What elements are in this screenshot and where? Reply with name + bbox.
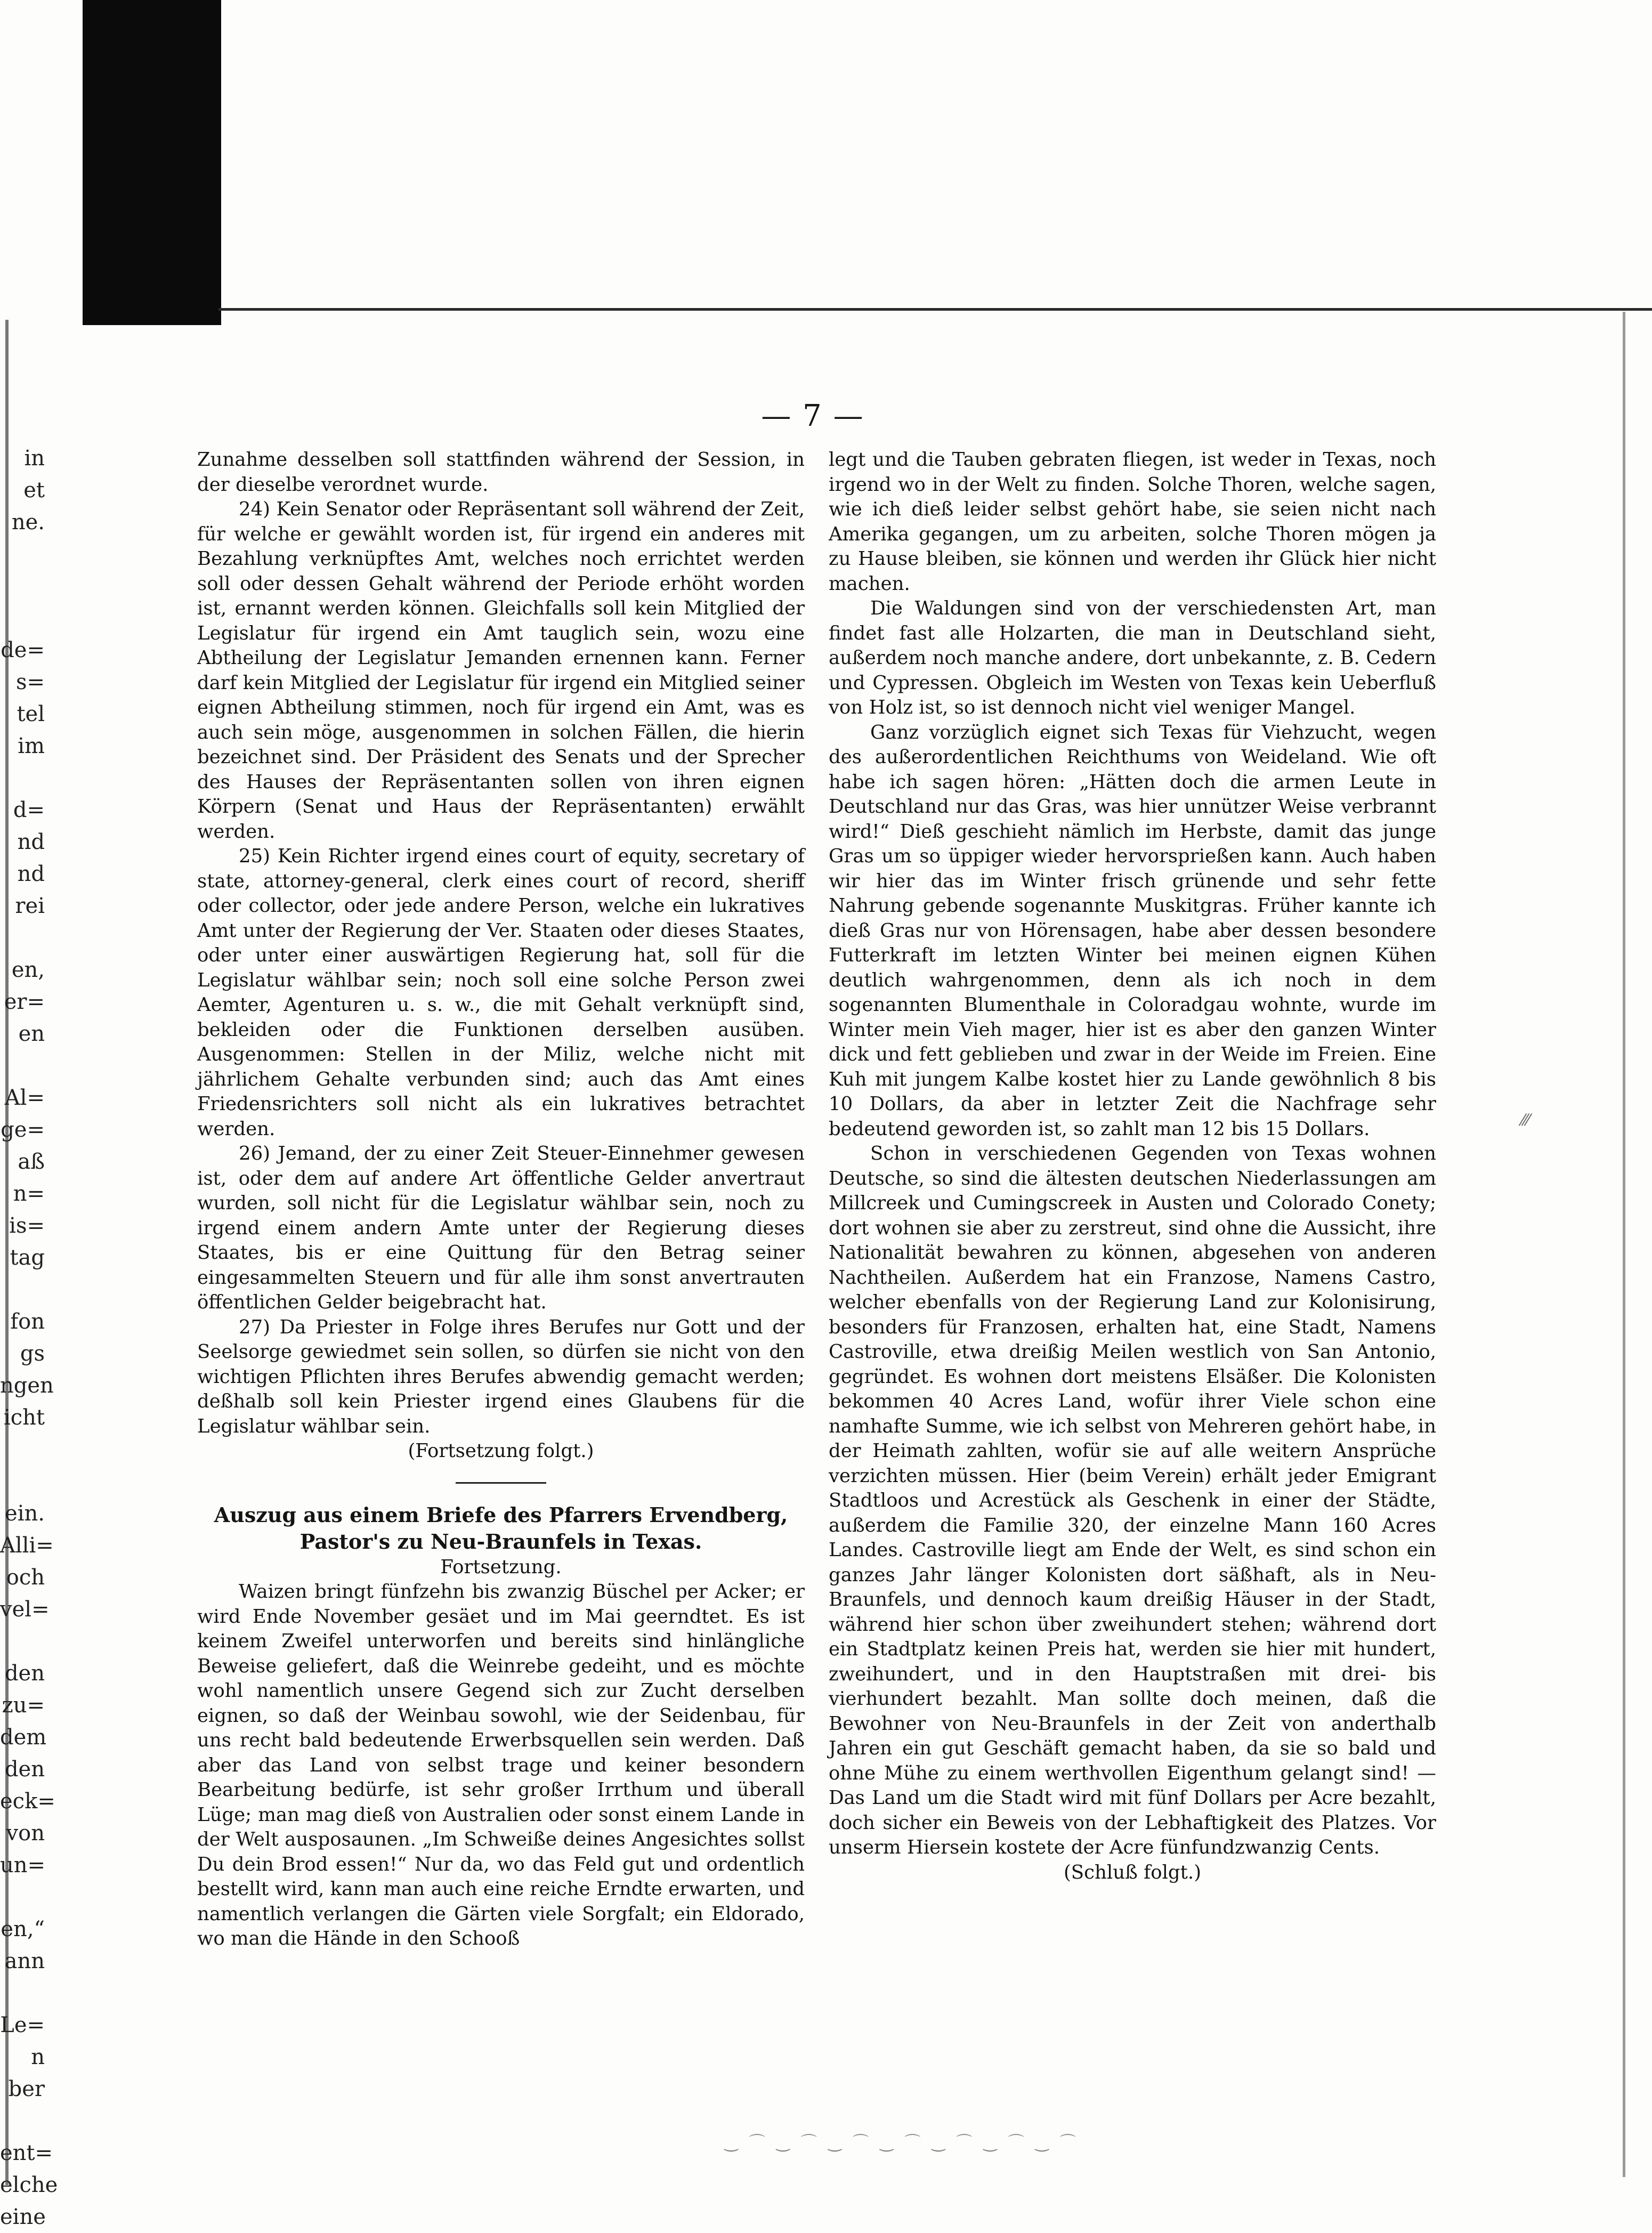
- margin-fragment: ein.: [5, 1501, 45, 1526]
- letter-continuation: legt und die Tauben gebraten fliegen, ist weder in Texas, noch irgend wo in der Welt zu finden. Solche Thoren, welche sagen, wie ich dieß leider selbst gehört habe, sie seien nicht nach Amerika gegangen, um zu arbeiten, solche Thoren mögen ja zu Hause bleiben, sie können und werden ihr Glück hier nicht machen.: [829, 449, 1436, 595]
- stray-mark: ⁄⁄⁄: [1521, 1111, 1530, 1130]
- margin-fragment: ngen: [0, 1373, 54, 1398]
- margin-fragment: eine: [0, 2205, 46, 2229]
- margin-fragment: icht: [3, 1405, 45, 1430]
- margin-fragment: tel: [17, 702, 45, 726]
- article-27: 27) Da Priester in Folge ihres Berufes nur Gott und der Seelsorge gewiedmet sein sollen, so dürfen sie nicht von den wichtigen Pflichten ihres Berufes abwendig gemacht werden; deßhalb soll kein Priester irgend eines Glaubens für die Legislatur wählbar sein.: [197, 1316, 805, 1437]
- margin-fragment: fon: [10, 1309, 45, 1334]
- paragraph-forests: Die Waldungen sind von der verschiedensten Art, man findet fast alle Holzarten, die man in Deutschland sieht, außerdem noch manche andere, dort unbekannte, z. B. Cedern und Cypressen. Obgleich im Westen von Texas kein Ueberfluß von Holz ist, so ist dennoch nicht viel weniger Mangel.: [829, 597, 1436, 718]
- right-column: [829, 448, 1436, 1885]
- margin-fragment: ge=: [1, 1118, 45, 1142]
- article-25: 25) Kein Richter irgend eines court of equity, secretary of state, attorney-general, clerk eines court of record, sheriff oder collector, oder jede andere Person, welche ein lukratives Amt unter der Regierung der Ver. Staaten oder dieses Staates, oder unter einer auswärtigen Regierung hat, soll für die Legislatur wählbar sein; noch soll eine solche Person zwei Aemter, Agenturen u. s. w., die mit Gehalt verknüpft sind, bekleiden oder die Funktionen derselben ausüben. Ausgenommen: Stellen in der Miliz, welche nicht mit jährlichem Gehalte verbunden sind; auch das Amt eines Friedensrichters soll nicht als ein lukratives betrachtet werden.: [197, 845, 805, 1140]
- right-page-edge: [1623, 312, 1625, 2177]
- margin-fragment: nd: [17, 862, 45, 886]
- margin-fragment: [0, 1274, 48, 1306]
- margin-fragment: de=: [1, 638, 45, 662]
- letter-subheading: Fortsetzung.: [440, 1556, 562, 1578]
- margin-fragment: nd: [17, 830, 45, 854]
- adjacent-page-fragments: [0, 442, 58, 2229]
- margin-fragment: [0, 2105, 48, 2137]
- margin-fragment: im: [18, 734, 45, 758]
- margin-fragment: un=: [0, 1853, 46, 1878]
- margin-fragment: ent=: [0, 2141, 53, 2165]
- margin-fragment: [0, 1050, 48, 1082]
- margin-fragment: och: [6, 1565, 45, 1590]
- article-26: 26) Jemand, der zu einer Zeit Steuer-Einnehmer gewesen ist, oder dem auf andere Art öffentliche Gelder anvertraut wurden, soll nicht für die Legislatur wählbar sein, noch zu irgend einem andern Amte unter der Regierung dieses Staates, bis er eine Quittung für den Betrag seiner eingesammelten Steuern und für alle ihm sonst anvertrauten öffentlichen Gelder beigebracht hat.: [197, 1143, 805, 1313]
- margin-fragment: n=: [13, 1182, 45, 1206]
- margin-fragment: s=: [15, 670, 45, 694]
- margin-fragment: [0, 570, 48, 602]
- margin-fragment: vel=: [0, 1597, 50, 1622]
- margin-fragment: den: [4, 1661, 45, 1686]
- margin-fragment: elche: [0, 2173, 58, 2197]
- left-column: [197, 448, 805, 1952]
- margin-fragment: in: [24, 446, 45, 471]
- margin-fragment: en,: [11, 958, 45, 982]
- margin-fragment: [0, 1977, 48, 2009]
- margin-fragment: en,“: [1, 1917, 45, 1941]
- section-divider: [456, 1482, 546, 1484]
- margin-fragment: [0, 1434, 48, 1466]
- margin-fragment: zu=: [2, 1693, 45, 1718]
- margin-fragment: Alli=: [0, 1533, 54, 1558]
- end-note: (Schluß folgt.): [1063, 1861, 1202, 1883]
- margin-fragment: [0, 1881, 48, 1913]
- margin-fragment: rei: [15, 894, 45, 918]
- page-edge-line: [218, 308, 1652, 311]
- margin-fragment: tag: [10, 1245, 45, 1270]
- margin-fragment: aß: [18, 1150, 45, 1174]
- margin-fragment: dem: [0, 1725, 47, 1750]
- letter-heading: Auszug aus einem Briefe des Pfarrers Ervendberg, Pastor's zu Neu-Braunfels in Texas.: [214, 1502, 788, 1554]
- margin-fragment: n: [31, 2045, 45, 2069]
- margin-fragment: den: [4, 1757, 45, 1782]
- margin-fragment: ne.: [11, 510, 45, 535]
- continued-note: (Fortsetzung folgt.): [408, 1440, 594, 1462]
- paragraph-cattle: Ganz vorzüglich eignet sich Texas für Viehzucht, wegen des außerordentlichen Reichthums von Weideland. Wie oft habe ich sagen hören: „Hätten doch die armen Leute in Deutschland nur das Gras, was hier unnützer Weise verbrannt wird!“ Dieß geschieht nämlich im Herbste, damit das junge Gras um so üppiger wieder hervorsprießen kann. Auch haben wir hier das im Winter frisch grünende und sehr fette Nahrung gebende sogenannte Muskitgras. Früher kannte ich dieß Gras nur von Hörensagen, habe aber dessen besondere Futterkraft im letzten Winter bei meinen eignen Kühen deutlich wahrgenommen, denn als ich noch in dem sogenannten Blumenthale in Coloradgau wohnte, wurde im Winter mein Vieh mager, hier ist es aber den ganzen Winter dick und fett geblieben und zwar in der Weide im Freien. Eine Kuh mit jungem Kalbe kostet hier zu Lande gewöhnlich 8 bis 10 Dollars, da aber in letzter Zeit die Nachfrage sehr bedeutend geworden ist, so zahlt man 12 bis 15 Dollars.: [829, 721, 1436, 1140]
- margin-fragment: [0, 762, 48, 794]
- margin-fragment: [0, 1466, 48, 1498]
- margin-fragment: [0, 922, 48, 954]
- margin-fragment: [0, 602, 48, 634]
- bottom-scan-marks: ‿ ⌒ ‿ ⌒ ‿ ⌒ ‿ ⌒ ‿ ⌒ ‿ ⌒ ‿ ⌒: [725, 2133, 1079, 2152]
- margin-fragment: en: [18, 1022, 45, 1046]
- margin-fragment: d=: [13, 798, 45, 822]
- margin-fragment: is=: [9, 1213, 45, 1238]
- article-24: 24) Kein Senator oder Repräsentant soll während der Zeit, für welche er gewählt worden ist, für irgend ein anderes mit Bezahlung verknüpftes Amt, welches noch errichtet werden soll oder dessen Gehalt während der Periode erhöht worden ist, ernannt werden können. Gleichfalls soll kein Mitglied der Legislatur für irgend ein Amt tauglich sein, wozu eine Abtheilung der Legislatur Jemanden ernennen kann. Ferner darf kein Mitglied der Legislatur für irgend ein Mitglied seiner eignen Abtheilung stimmen, noch für irgend ein Amt, was es auch sein möge, ausgenommen in solchen Fällen, die hierin bezeichnet sind. Der Präsident des Senats und der Sprecher des Hauses der Repräsentanten sollen von ihren eignen Körpern (Senat und Haus der Repräsentanten) erwählt werden.: [197, 498, 805, 843]
- margin-fragment: [0, 1625, 48, 1657]
- margin-fragment: ann: [4, 1949, 45, 1973]
- margin-fragment: eck=: [0, 1789, 55, 1814]
- page-number: — 7 —: [761, 399, 864, 433]
- paragraph-settlements: Schon in verschiedenen Gegenden von Texas wohnen Deutsche, so sind die ältesten deutschen Niederlassungen am Millcreek und Cumingscreek in Austen und Colorado Conety; dort wohnen sie aber zu zerstreut, sind ohne die Aussicht, ihre Nationalität bewahren zu können, abgesehen von anderen Nachtheilen. Außerdem hat ein Franzose, Namens Castro, welcher ebenfalls von der Regierung Land zur Kolonisirung, besonders für Franzosen, erhalten hat, eine Stadt, Namens Castroville, etwa dreißig Meilen westlich von San Antonio, gegründet. Es wohnen dort meistens Elsäßer. Die Kolonisten bekommen 40 Acres Land, wofür ihrer Viele schon eine namhafte Summe, wie ich selbst von Mehreren gehört habe, in der Heimath zahlten, wofür sie auf alle weitern Ansprüche verzichten müssen. Hier (beim Verein) erhält jeder Emigrant Stadtloos und Acrestück als Geschenk in einer der Städte, außerdem die Familie 320, der einzelne Mann 160 Acres Landes. Castroville liegt am Ende der Welt, es sind schon ein ganzes Jahr länger Kolonisten dort säßhaft, als in Neu-Braunfels, und dennoch kaum dreißig Häuser in der Stadt, während hier schon über zweihundert stehen; während dort ein Stadtplatz keinen Preis hat, werden sie hier mit hundert, zweihundert, und in den Hauptstraßen mit drei- bis vierhundert bezahlt. Man sollte doch meinen, daß die Bewohner von Neu-Braunfels in der Zeit von anderthalb Jahren ein gut Geschäft gemacht haben, da sie so bald und ohne Mühe zu einem werthvollen Eigenthum gelangt sind! — Das Land um die Stadt wird mit fünf Dollars per Acre bezahlt, doch sicher ein Beweis von der Lebhaftigkeit des Platzes. Vor unserm Hiersein kostete der Acre fünfundzwanzig Cents.: [829, 1143, 1436, 1858]
- margin-fragment: gs: [20, 1341, 45, 1366]
- margin-fragment: Al=: [4, 1086, 45, 1110]
- letter-paragraph: Waizen bringt fünfzehn bis zwanzig Büschel per Acker; er wird Ende November gesäet und im Mai geerndtet. Es ist keinem Zweifel unterworfen und bereits sind hinlängliche Beweise geliefert, daß die Weinrebe gedeiht, und es möchte wohl namentlich unsere Gegend sich zur Zucht derselben eignen, so daß der Weinbau sowohl, wie der Seidenbau, für uns recht bald bedeutende Erwerbsquellen sein werden. Daß aber das Land von selbst trage und keiner besondern Bearbeitung bedürfe, ist sehr großer Irrthum und überall Lüge; man mag dieß von Australien oder sonst einem Lande in der Welt ausposaunen. „Im Schweiße deines Angesichtes sollst Du dein Brod essen!“ Nur da, wo das Feld gut und ordentlich bestellt wird, kann man auch eine reiche Erndte erwarten, und namentlich verlangen die Gärten viele Sorgfalt; ein Eldorado, wo man die Hände in den Schooß: [197, 1581, 805, 1949]
- margin-fragment: Le=: [0, 2013, 45, 2037]
- scan-dark-region: [83, 0, 221, 325]
- margin-fragment: [0, 538, 48, 570]
- margin-fragment: er=: [4, 990, 45, 1014]
- margin-fragment: von: [6, 1821, 45, 1846]
- margin-fragment: et: [23, 478, 45, 503]
- paragraph-continuation: Zunahme desselben soll stattfinden während der Session, in der dieselbe verordnet wurde.: [197, 449, 805, 496]
- margin-fragment: ber: [8, 2077, 45, 2101]
